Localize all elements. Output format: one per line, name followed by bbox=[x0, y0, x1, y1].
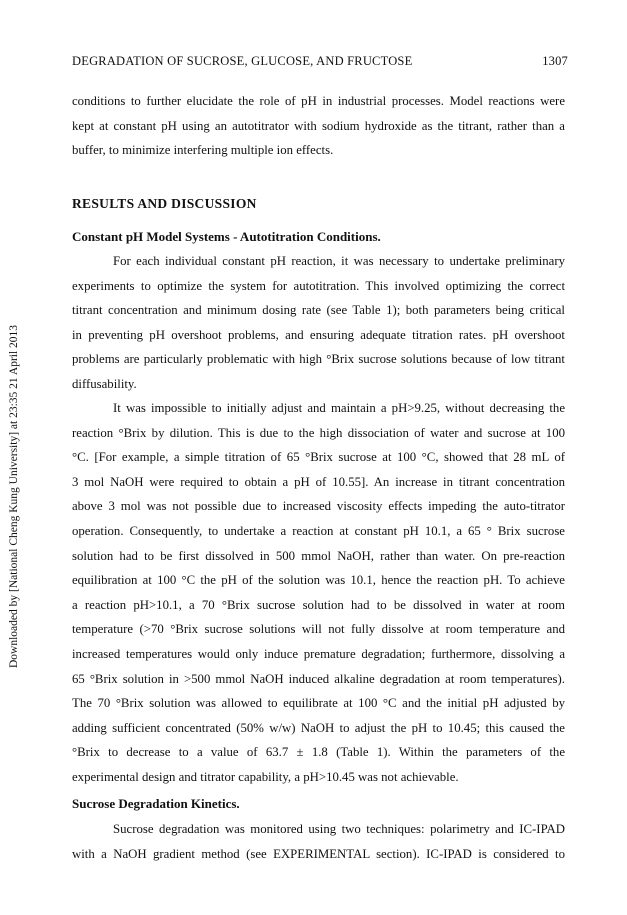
text-line: Sucrose degradation was monitored using two techniques: polarimetry and IC-IPAD bbox=[113, 822, 565, 836]
text-line: a reaction pH>10.1, a 70 °Brix sucrose solution had to be dissolved in water at room bbox=[72, 597, 565, 612]
subheading-autotitration: Constant pH Model Systems - Autotitration Conditions. bbox=[72, 229, 381, 244]
text-line: experimental design and titrator capability, a pH>10.45 was not achievable. bbox=[72, 769, 459, 784]
text-line: For each individual constant pH reaction, it was necessary to undertake preliminary bbox=[113, 254, 565, 268]
text-line: diffusability. bbox=[72, 376, 137, 391]
download-watermark-text: Downloaded by [National Cheng Kung University] at 23:35 21 April 2013 bbox=[8, 324, 20, 668]
text-line: solution had to be first dissolved in 500 mmol NaOH, rather than water. On pre-reaction bbox=[72, 548, 565, 563]
text-line: above 3 mol was not possible due to increased viscosity effects impeding the auto-titrator bbox=[72, 499, 565, 514]
text-line: kept at constant pH using an autotitrator with sodium hydroxide as the titrant, rather than a bbox=[72, 118, 565, 133]
text-line: problems are particularly problematic with high °Brix sucrose solutions because of low titrant bbox=[72, 352, 565, 367]
text-line: operation. Consequently, to undertake a reaction at constant pH 10.1, a 65 ° Brix sucrose bbox=[72, 523, 565, 538]
section-heading: RESULTS AND DISCUSSION bbox=[72, 196, 257, 211]
text-line: titrant concentration and minimum dosing rate (see Table 1); both parameters being critical bbox=[72, 303, 565, 318]
intro-paragraph bbox=[72, 89, 565, 163]
page-number: 1307 bbox=[542, 54, 568, 68]
text-line: buffer, to minimize interfering multiple ion effects. bbox=[72, 143, 334, 158]
text-line: reaction °Brix by dilution. This is due to the high dissociation of water and sucrose at 100 bbox=[72, 425, 565, 440]
download-watermark bbox=[8, 248, 24, 668]
subheading-sucrose-kinetics: Sucrose Degradation Kinetics. bbox=[72, 796, 240, 811]
text-line: with a NaOH gradient method (see EXPERIMENTAL section). IC-IPAD is considered to bbox=[72, 846, 565, 861]
text-line: 3 mol NaOH were required to obtain a pH of 10.55]. An increase in titrant concentration bbox=[72, 474, 565, 489]
paragraph-3 bbox=[72, 817, 565, 866]
text-line: conditions to further elucidate the role of pH in industrial processes. Model reactions were bbox=[72, 94, 565, 108]
paragraph-2 bbox=[72, 396, 565, 790]
text-line: The 70 °Brix solution was allowed to equilibrate at 100 °C and the initial pH adjusted by bbox=[72, 696, 565, 711]
text-line: It was impossible to initially adjust and maintain a pH>9.25, without decreasing the bbox=[113, 401, 565, 415]
text-line: experiments to optimize the system for autotitration. This involved optimizing the correct bbox=[72, 278, 565, 293]
text-line: adding sufficient concentrated (50% w/w) NaOH to adjust the pH to 10.45; this caused the bbox=[72, 720, 565, 735]
text-line: °Brix to decrease to a value of 63.7 ± 1.8 (Table 1). Within the parameters of the bbox=[72, 745, 565, 760]
text-line: temperature (>70 °Brix sucrose solutions will not fully dissolve at room temperature and bbox=[72, 622, 565, 637]
text-line: equilibration at 100 °C the pH of the solution was 10.1, hence the reaction pH. To achieve bbox=[72, 573, 565, 588]
paragraph-1 bbox=[72, 249, 565, 397]
text-line: 65 °Brix solution in >500 mmol NaOH induced alkaline degradation at room temperatures). bbox=[72, 671, 565, 686]
text-line: in preventing pH overshoot problems, and ensuring adequate titration rates. pH overshoot bbox=[72, 327, 565, 342]
running-title: DEGRADATION OF SUCROSE, GLUCOSE, AND FRUCTOSE bbox=[72, 54, 413, 68]
text-line: increased temperatures would only induce premature degradation; furthermore, dissolving a bbox=[72, 646, 565, 661]
text-line: °C. [For example, a simple titration of 65 °Brix sucrose at 100 °C, showed that 28 mL of bbox=[72, 450, 565, 465]
